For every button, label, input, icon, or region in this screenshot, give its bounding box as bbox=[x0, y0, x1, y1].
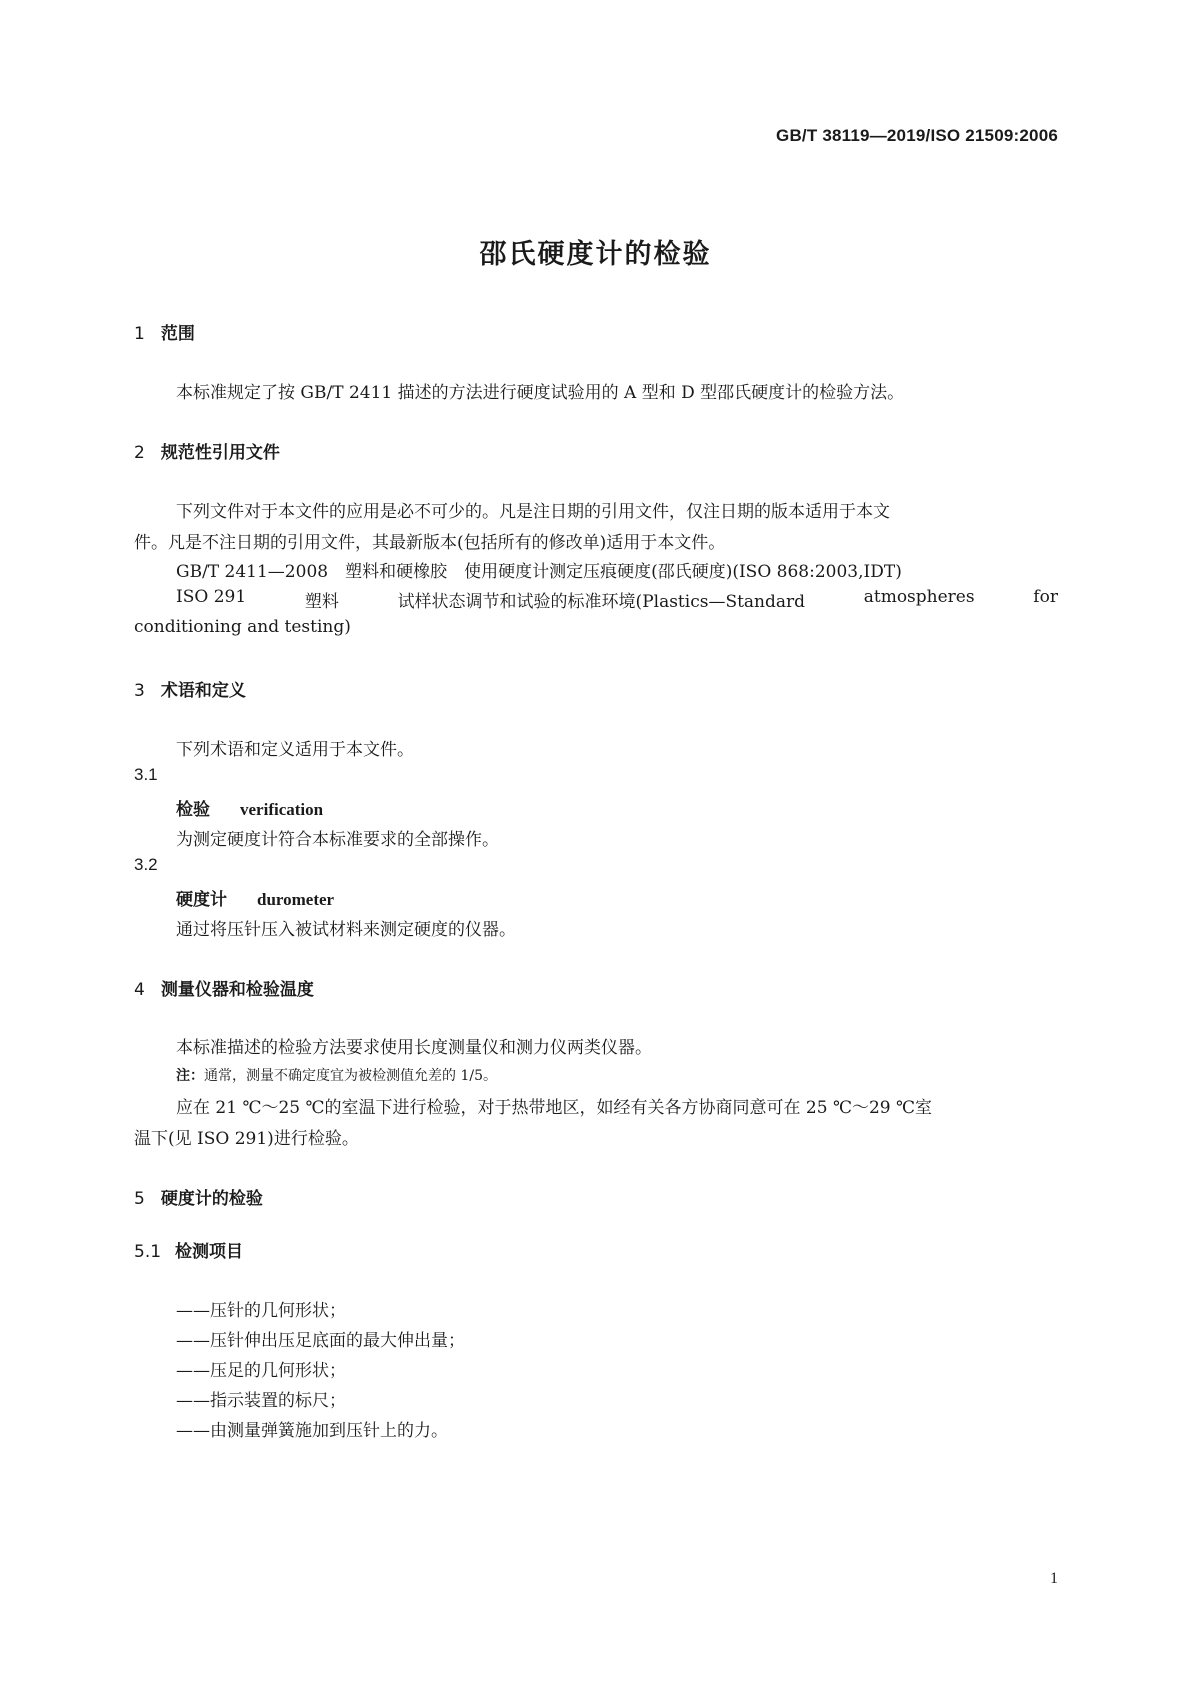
section-title: 术语和定义 bbox=[160, 681, 246, 701]
ref-part: for bbox=[1033, 587, 1058, 607]
section-5-1-heading bbox=[134, 1237, 243, 1262]
section-3-heading bbox=[134, 676, 246, 701]
ref-part: atmospheres bbox=[863, 587, 975, 607]
term-chinese: 硬度计 bbox=[176, 890, 227, 910]
term-definition: 通过将压针压入被试材料来测定硬度的仪器。 bbox=[176, 920, 516, 940]
section-title: 测量仪器和检验温度 bbox=[160, 980, 314, 1000]
section-4-text: 本标准描述的检验方法要求使用长度测量仪和测力仪两类仪器。 bbox=[176, 1038, 652, 1058]
section-title: 范围 bbox=[160, 324, 195, 344]
section-number: 2 bbox=[134, 443, 145, 463]
standard-code: GB/T 38119—2019/ISO 21509:2006 bbox=[776, 126, 1058, 145]
reference-iso291 bbox=[176, 587, 1058, 612]
term-chinese: 检验 bbox=[176, 800, 210, 820]
section-2-heading bbox=[134, 438, 280, 463]
section-title: 检测项目 bbox=[175, 1242, 244, 1262]
section-3-intro: 下列术语和定义适用于本文件。 bbox=[176, 740, 414, 760]
section-number: 5.1 bbox=[134, 1242, 162, 1262]
term-english: durometer bbox=[257, 890, 335, 909]
page-number: 1 bbox=[1050, 1570, 1058, 1587]
list-item: ——由测量弹簧施加到压针上的力。 bbox=[176, 1421, 448, 1441]
section-4-heading bbox=[134, 975, 314, 1000]
temperature-line-2: 温下(见 ISO 291)进行检验。 bbox=[134, 1129, 359, 1149]
reference-gbt2411: GB/T 2411—2008 塑料和硬橡胶 使用硬度计测定压痕硬度(邵氏硬度)(ISO 868:2003,IDT) bbox=[176, 562, 902, 582]
section-number: 3 bbox=[134, 681, 145, 701]
section-title: 规范性引用文件 bbox=[160, 443, 280, 463]
ref-part: 塑料 bbox=[304, 592, 339, 612]
term-verification bbox=[176, 795, 323, 820]
list-item: ——压针的几何形状； bbox=[176, 1301, 346, 1321]
section-2-intro-line-2: 件。凡是不注日期的引用文件，其最新版本(包括所有的修改单)适用于本文件。 bbox=[134, 533, 726, 553]
section-title: 硬度计的检验 bbox=[160, 1189, 263, 1209]
section-2-intro-line-1: 下列文件对于本文件的应用是必不可少的。凡是注日期的引用文件，仅注日期的版本适用于本文 bbox=[176, 502, 890, 522]
section-number: 1 bbox=[134, 324, 145, 344]
temperature-line-1: 应在 21 ℃～25 ℃的室温下进行检验，对于热带地区，如经有关各方协商同意可在 25 ℃～29 ℃室 bbox=[176, 1098, 933, 1118]
section-number: 4 bbox=[134, 980, 145, 1000]
document-title: 邵氏硬度计的检验 bbox=[479, 239, 712, 270]
ref-part: ISO 291 bbox=[176, 587, 247, 607]
note-text: 通常，测量不确定度宜为被检测值允差的 1/5。 bbox=[204, 1068, 497, 1084]
list-item: ——压针伸出压足底面的最大伸出量； bbox=[176, 1331, 465, 1351]
term-number-3-2: 3.2 bbox=[134, 855, 158, 874]
list-item: ——指示装置的标尺； bbox=[176, 1391, 346, 1411]
list-item: ——压足的几何形状； bbox=[176, 1361, 346, 1381]
term-number-3-1: 3.1 bbox=[134, 765, 158, 784]
term-durometer bbox=[176, 885, 334, 910]
section-5-heading bbox=[134, 1184, 263, 1209]
section-1-heading bbox=[134, 319, 195, 344]
term-definition: 为测定硬度计符合本标准要求的全部操作。 bbox=[176, 830, 499, 850]
note-label: 注： bbox=[176, 1068, 204, 1084]
note bbox=[176, 1065, 497, 1085]
ref-part: 试样状态调节和试验的标准环境(Plastics—Standard bbox=[397, 592, 806, 612]
section-number: 5 bbox=[134, 1189, 145, 1209]
reference-iso291-continued: conditioning and testing) bbox=[134, 617, 351, 637]
term-english: verification bbox=[240, 800, 324, 819]
section-1-text: 本标准规定了按 GB/T 2411 描述的方法进行硬度试验用的 A 型和 D 型邵氏硬度计的检验方法。 bbox=[176, 383, 905, 403]
